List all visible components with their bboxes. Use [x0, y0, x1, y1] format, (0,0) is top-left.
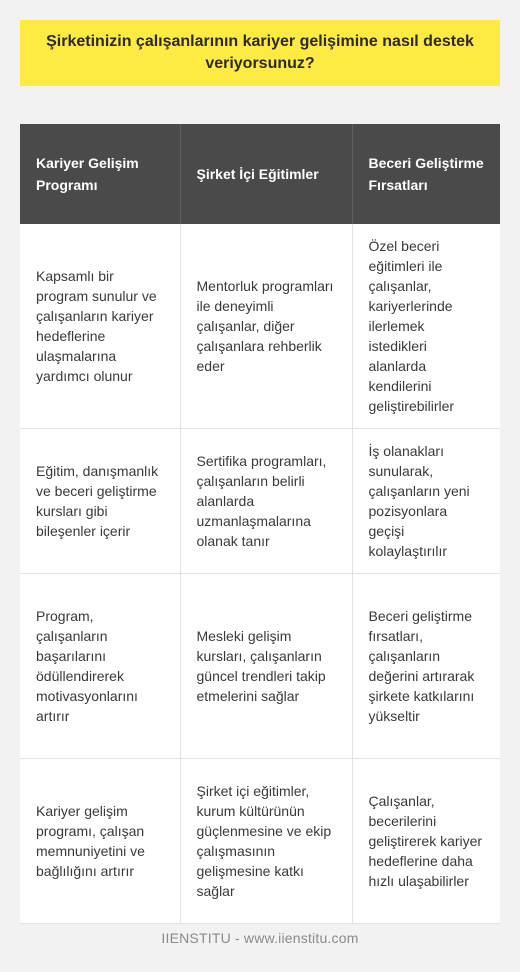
column-header-skill-opportunities: Beceri Geliştirme Fırsatları	[352, 124, 500, 224]
table-cell: Çalışanlar, becerilerini geliştirerek kariyer hedeflerine daha hızlı ulaşabilirler	[352, 759, 500, 924]
table-row	[20, 429, 500, 574]
table-cell: Eğitim, danışmanlık ve beceri geliştirme kursları gibi bileşenler içerir	[20, 429, 180, 574]
title-banner	[20, 20, 500, 86]
table-row	[20, 574, 500, 759]
table-cell: Sertifika programları, çalışanların belirli alanlarda uzmanlaşmalarına olanak tanır	[180, 429, 352, 574]
comparison-table	[20, 124, 500, 924]
footer-credit: IIENSTITU - www.iienstitu.com	[161, 930, 359, 946]
page-title: Şirketinizin çalışanlarının kariyer gelişimine nasıl destek veriyorsunuz?	[46, 33, 474, 72]
table-cell: İş olanakları sunularak, çalışanların yeni pozisyonlara geçişi kolaylaştırılır	[352, 429, 500, 574]
table-cell: Mesleki gelişim kursları, çalışanların güncel trendleri takip etmelerini sağlar	[180, 574, 352, 759]
table-cell: Şirket içi eğitimler, kurum kültürünün güçlenmesine ve ekip çalışmasının gelişmesine katkı sağlar	[180, 759, 352, 924]
table-cell: Program, çalışanların başarılarını ödüllendirerek motivasyonlarını artırır	[20, 574, 180, 759]
table-row	[20, 759, 500, 924]
table-cell: Kapsamlı bir program sunulur ve çalışanların kariyer hedeflerine ulaşmalarına yardımcı olunur	[20, 224, 180, 429]
column-header-internal-training: Şirket İçi Eğitimler	[180, 124, 352, 224]
table-cell: Beceri geliştirme fırsatları, çalışanların değerini artırarak şirkete katkılarını yükseltir	[352, 574, 500, 759]
table-cell: Kariyer gelişim programı, çalışan memnuniyetini ve bağlılığını artırır	[20, 759, 180, 924]
table-cell: Özel beceri eğitimleri ile çalışanlar, kariyerlerinde ilerlemek istedikleri alanlarda kendilerini geliştirebilirler	[352, 224, 500, 429]
column-header-career-program: Kariyer Gelişim Programı	[20, 124, 180, 224]
table-row	[20, 224, 500, 429]
table-header-row	[20, 124, 500, 224]
table-cell: Mentorluk programları ile deneyimli çalışanlar, diğer çalışanlara rehberlik eder	[180, 224, 352, 429]
